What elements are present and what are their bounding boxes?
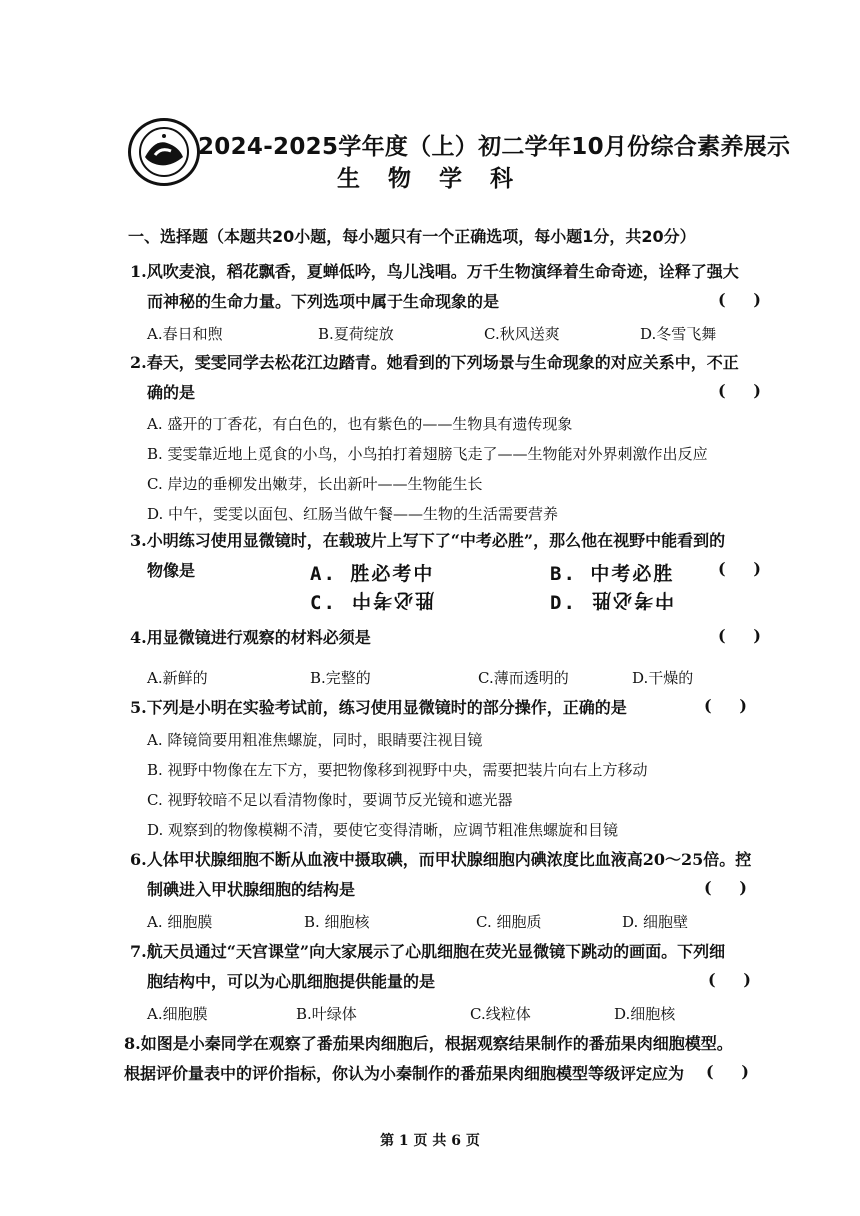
question-5-answer-blank[interactable]: ( ) (704, 696, 747, 715)
question-5-option-d[interactable]: D. 观察到的物像模糊不清，要使它变得清晰，应调节粗准焦螺旋和目镜 (147, 821, 619, 839)
question-5-option-b[interactable]: B. 视野中物像在左下方，要把物像移到视野中央，需要把装片向右上方移动 (147, 761, 648, 779)
question-7-stem-line2: 胞结构中，可以为心肌细胞提供能量的是 (147, 972, 436, 991)
question-1-answer-blank[interactable]: ( ) (718, 290, 761, 309)
question-2-option-b[interactable]: B. 雯雯靠近地上觅食的小鸟，小鸟拍打着翅膀飞走了——生物能对外界刺激作出反应 (147, 445, 708, 463)
question-4-option-d[interactable]: D.干燥的 (632, 669, 694, 687)
question-5-option-a[interactable]: A. 降镜筒要用粗准焦螺旋，同时，眼睛要注视目镜 (147, 731, 483, 749)
question-3-option-d-rotated-text: 中考必胜 (590, 589, 675, 611)
question-1-option-a[interactable]: A.春日和煦 (147, 325, 223, 343)
question-1-option-c[interactable]: C.秋风送爽 (484, 325, 560, 343)
question-2-option-a[interactable]: A. 盛开的丁香花，有白色的，也有紫色的——生物具有遗传现象 (147, 415, 573, 433)
question-6-option-a[interactable]: A. 细胞膜 (147, 913, 213, 931)
question-3-option-c-rotated-text: 胜必考中 (350, 589, 435, 611)
question-4-stem: 4.用显微镜进行观察的材料必须是 (130, 628, 371, 647)
question-7-option-d[interactable]: D.细胞核 (614, 1005, 676, 1023)
question-8-stem-line2: 根据评价量表中的评价指标，你认为小秦制作的番茄果肉细胞模型等级评定应为 (124, 1064, 685, 1083)
question-4-option-b[interactable]: B.完整的 (310, 669, 371, 687)
page-number: 第 1 页 共 6 页 (380, 1133, 480, 1149)
question-6-option-b[interactable]: B. 细胞核 (304, 913, 370, 931)
question-3-option-a[interactable]: A. 胜必考中 (310, 563, 435, 585)
question-4-option-c[interactable]: C.薄而透明的 (478, 669, 569, 687)
question-3-stem-line2: 物像是 (147, 561, 196, 580)
question-6-answer-blank[interactable]: ( ) (704, 878, 747, 897)
subject-title: 生 物 学 科 (336, 166, 524, 192)
question-2-stem-line1: 2.春天，雯雯同学去松花江边踏青。她看到的下列场景与生命现象的对应关系中，不正 (130, 353, 739, 372)
question-4-answer-blank[interactable]: ( ) (718, 626, 761, 645)
question-8-answer-blank[interactable]: ( ) (706, 1062, 749, 1081)
question-7-stem-line1: 7.航天员通过“天宫课堂”向大家展示了心肌细胞在荧光显微镜下跳动的画面。下列细 (130, 942, 726, 961)
question-7-option-a[interactable]: A.细胞膜 (147, 1005, 208, 1023)
section-heading: 一、选择题（本题共20小题，每小题只有一个正确选项，每小题1分，共20分） (128, 227, 696, 246)
question-1-stem-line2: 而神秘的生命力量。下列选项中属于生命现象的是 (147, 292, 500, 311)
question-3-option-d[interactable] (550, 588, 674, 615)
question-7-option-c[interactable]: C.线粒体 (470, 1005, 531, 1023)
question-2-option-c[interactable]: C. 岸边的垂柳发出嫩芽，长出新叶——生物能生长 (147, 475, 483, 493)
question-2-answer-blank[interactable]: ( ) (718, 381, 761, 400)
question-8-stem-line1: 8.如图是小秦同学在观察了番茄果肉细胞后，根据观察结果制作的番茄果肉细胞模型。 (124, 1034, 733, 1053)
question-3-option-c[interactable] (310, 588, 434, 615)
question-6-option-c[interactable]: C. 细胞质 (476, 913, 542, 931)
question-2-stem-line2: 确的是 (147, 383, 196, 402)
question-5-option-c[interactable]: C. 视野较暗不足以看清物像时，要调节反光镜和遮光器 (147, 791, 513, 809)
question-3-option-c-letter: C. (310, 592, 351, 614)
question-6-option-d[interactable]: D. 细胞壁 (622, 913, 689, 931)
question-4-option-a[interactable]: A.新鲜的 (147, 669, 208, 687)
question-1-option-d[interactable]: D.冬雪飞舞 (640, 325, 717, 343)
question-3-answer-blank[interactable]: ( ) (718, 559, 761, 578)
exam-title: 2024-2025学年度（上）初二学年10月份综合素养展示 (198, 134, 791, 160)
question-1-option-b[interactable]: B.夏荷绽放 (318, 325, 394, 343)
question-7-option-b[interactable]: B.叶绿体 (296, 1005, 357, 1023)
question-2-option-d[interactable]: D. 中午，雯雯以面包、红肠当做午餐——生物的生活需要营养 (147, 505, 559, 523)
question-6-stem-line2: 制碘进入甲状腺细胞的结构是 (147, 880, 356, 899)
question-7-answer-blank[interactable]: ( ) (708, 970, 751, 989)
question-5-stem: 5.下列是小明在实验考试前，练习使用显微镜时的部分操作，正确的是 (130, 698, 627, 717)
question-3-option-d-letter: D. (550, 592, 591, 614)
question-3-stem-line1: 3.小明练习使用显微镜时，在载玻片上写下了“中考必胜”，那么他在视野中能看到的 (130, 531, 726, 550)
question-1-stem-line1: 1.风吹麦浪，稻花飘香，夏蝉低吟，鸟儿浅唱。万千生物演绎着生命奇迹，诠释了强大 (130, 262, 739, 281)
question-6-stem-line1: 6.人体甲状腺细胞不断从血液中摄取碘，而甲状腺细胞内碘浓度比血液高20～25倍。控 (130, 850, 752, 869)
question-3-option-b[interactable]: B. 中考必胜 (550, 563, 675, 585)
